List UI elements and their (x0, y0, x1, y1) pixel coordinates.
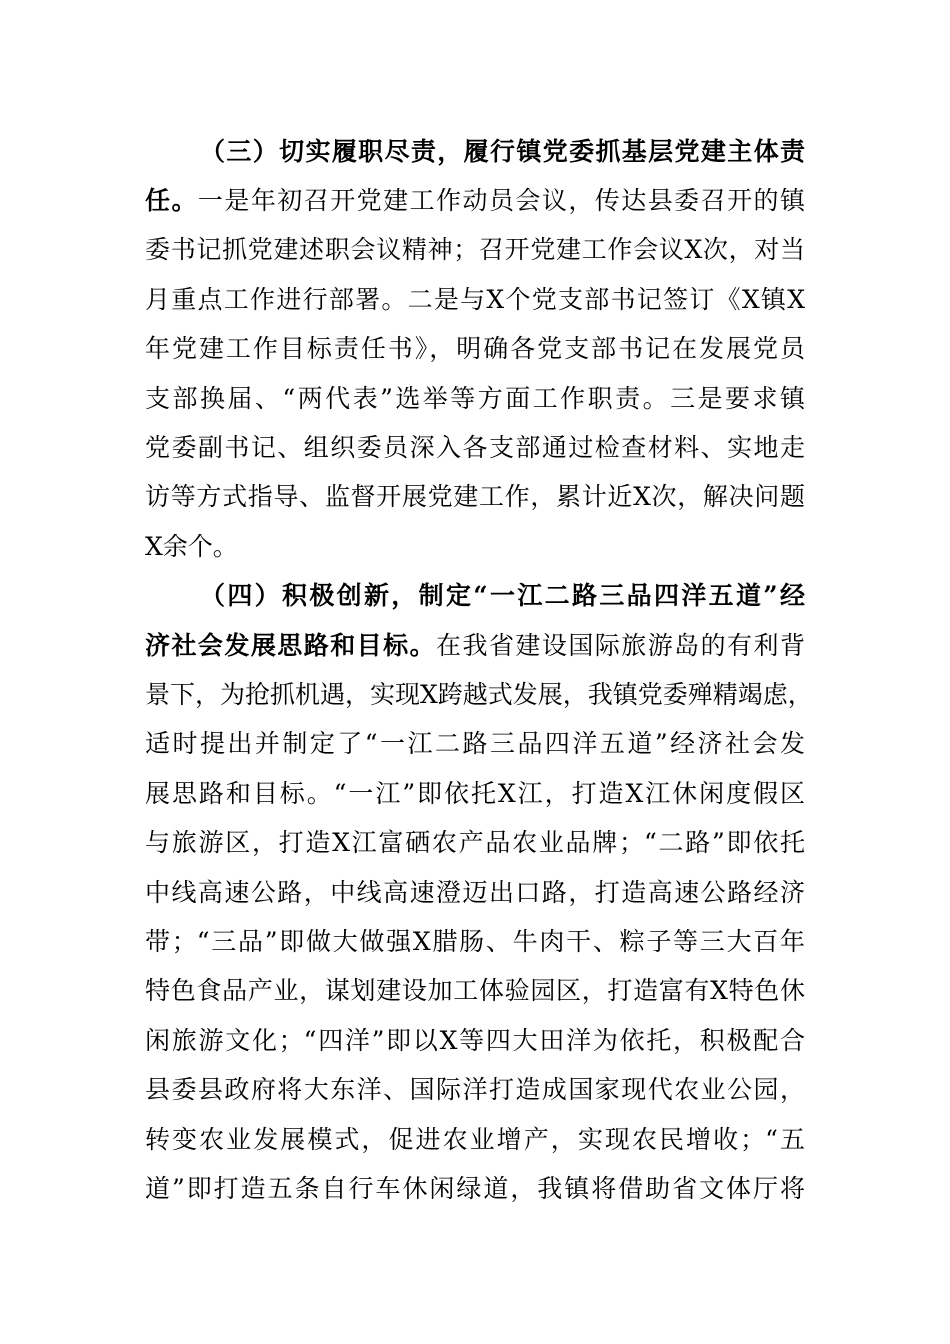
paragraph-4-line-12: 转变农业发展模式，促进农业增产，实现农民增收；“五 (145, 1125, 805, 1154)
paragraph-3-line-3: 委书记抓党建述职会议精神；召开党建工作会议X次，对当 (145, 235, 805, 264)
paragraph-3-line-5: 年党建工作目标责任书》，明确各党支部书记在发展党员 (145, 334, 805, 363)
paragraph-3-line-8: 访等方式指导、监督开展党建工作，累计近X次，解决问题 (145, 482, 805, 511)
paragraph-4-line-10: 闲旅游文化；“四洋”即以X等四大田洋为依托，积极配合 (145, 1026, 805, 1055)
paragraph-3-line-6: 支部换届、“两代表”选举等方面工作职责。三是要求镇 (145, 384, 805, 413)
paragraph-4-line-8: 带；“三品”即做大做强X腊肠、牛肉干、粽子等三大百年 (145, 927, 805, 956)
paragraph-3-line-9: X余个。 (145, 532, 238, 561)
paragraph-3-line-4: 月重点工作进行部署。二是与X个党支部书记签订《X镇X (145, 285, 805, 314)
paragraph-4-line-13: 道”即打造五条自行车休闲绿道，我镇将借助省文体厅将 (145, 1174, 805, 1203)
paragraph-4-line-5: 展思路和目标。“一江”即依托X江，打造X江休闲度假区 (145, 779, 805, 808)
paragraph-4-line-6: 与旅游区，打造X江富硒农产品农业品牌；“二路”即依托 (145, 828, 805, 857)
paragraph-4-line-4: 适时提出并制定了“一江二路三品四洋五道”经济社会发 (145, 729, 805, 758)
paragraph-4-line-3: 景下，为抢抓机遇，实现X跨越式发展，我镇党委殚精竭虑， (145, 680, 813, 709)
paragraph-4-line-1 (200, 576, 805, 616)
paragraph-4-line-2: 济社会发展思路和目标。在我省建设国际旅游岛的有利背 (145, 631, 805, 660)
paragraph-3-line-7: 党委副书记、组织委员深入各支部通过检查材料、实地走 (145, 433, 805, 462)
paragraph-4-line-9: 特色食品产业，谋划建设加工体验园区，打造富有X特色休 (145, 976, 805, 1005)
heading-4: （四）积极创新，制定“一江二路三品四洋五道”经 (200, 581, 805, 610)
heading-3: （三）切实履职尽责，履行镇党委抓基层党建主体责 (200, 137, 805, 166)
paragraph-3-line-2: 任。一是年初召开党建工作动员会议，传达县委召开的镇 (145, 186, 805, 215)
paragraph-4-line-11: 县委县政府将大东洋、国际洋打造成国家现代农业公园， (145, 1075, 805, 1104)
paragraph-3-line-1 (200, 132, 805, 172)
paragraph-4-line-7: 中线高速公路，中线高速澄迈出口路，打造高速公路经济 (145, 878, 805, 907)
